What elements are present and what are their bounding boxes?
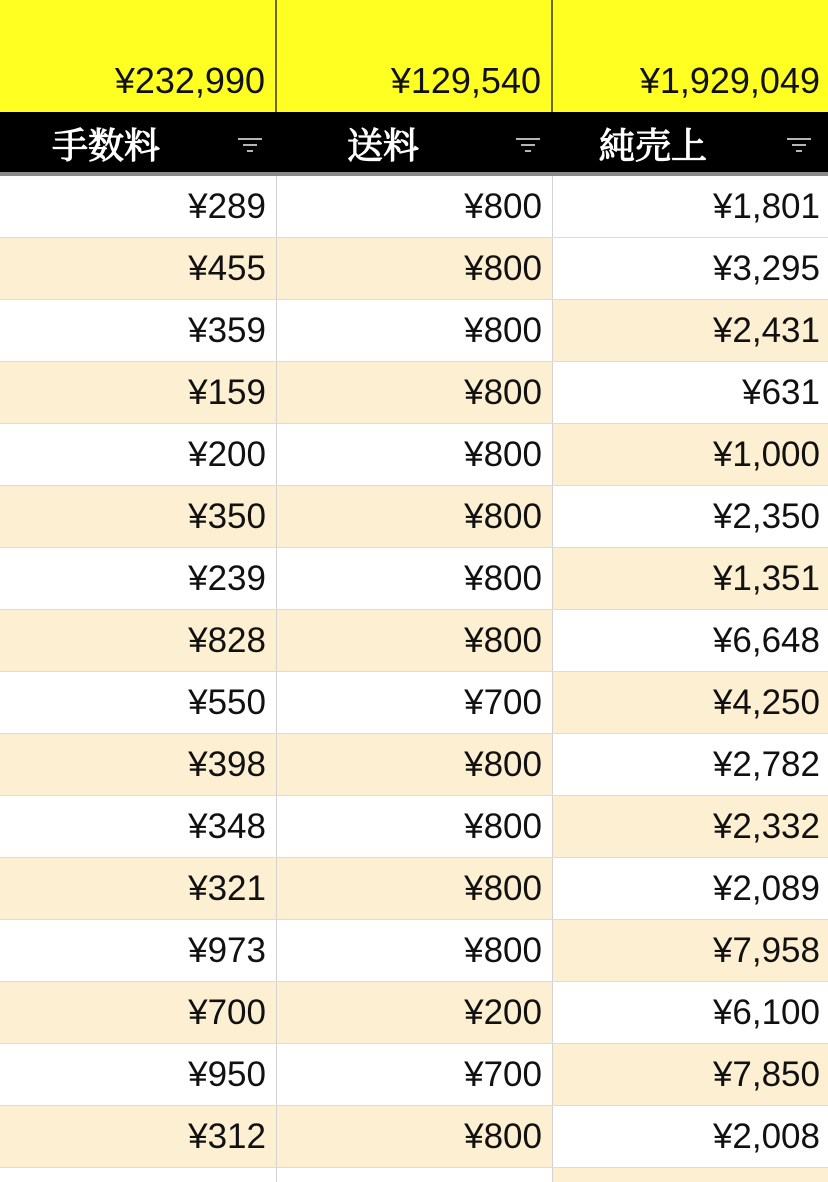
net-sales-cell[interactable]: ¥1,351 (553, 548, 828, 609)
fee-cell[interactable]: ¥398 (0, 734, 277, 795)
fee-cell[interactable]: ¥973 (0, 920, 277, 981)
table-row (0, 1168, 828, 1182)
table-row (0, 548, 828, 610)
shipping-cell[interactable]: ¥800 (277, 920, 553, 981)
fee-cell[interactable]: ¥350 (0, 486, 277, 547)
fee-cell[interactable]: ¥239 (0, 548, 277, 609)
table-row (0, 424, 828, 486)
total-net-sales-cell[interactable]: ¥1,929,049 (553, 0, 828, 112)
table-row (0, 486, 828, 548)
column-header-label: 送料 (347, 124, 420, 166)
fee-cell[interactable]: ¥700 (0, 982, 277, 1043)
fee-cell[interactable]: ¥321 (0, 858, 277, 919)
shipping-cell[interactable] (277, 1168, 553, 1182)
shipping-cell[interactable]: ¥700 (277, 672, 553, 733)
column-header-shipping[interactable] (277, 114, 553, 172)
table-row (0, 238, 828, 300)
net-sales-cell[interactable]: ¥2,332 (553, 796, 828, 857)
table-row (0, 176, 828, 238)
shipping-cell[interactable]: ¥800 (277, 1106, 553, 1167)
column-header-label: 純売上 (599, 124, 708, 166)
table-row (0, 362, 828, 424)
table-row (0, 672, 828, 734)
shipping-cell[interactable]: ¥200 (277, 982, 553, 1043)
shipping-cell[interactable]: ¥700 (277, 1044, 553, 1105)
table-row (0, 610, 828, 672)
totals-row (0, 0, 828, 114)
shipping-cell[interactable]: ¥800 (277, 300, 553, 361)
shipping-cell[interactable]: ¥800 (277, 796, 553, 857)
column-header-label: 手数料 (52, 124, 161, 166)
table-row (0, 300, 828, 362)
fee-cell[interactable]: ¥159 (0, 362, 277, 423)
net-sales-cell[interactable]: ¥4,250 (553, 672, 828, 733)
net-sales-cell[interactable]: ¥7,850 (553, 1044, 828, 1105)
fee-cell[interactable] (0, 1168, 277, 1182)
fee-cell[interactable]: ¥312 (0, 1106, 277, 1167)
fee-cell[interactable]: ¥359 (0, 300, 277, 361)
net-sales-cell[interactable]: ¥2,782 (553, 734, 828, 795)
shipping-cell[interactable]: ¥800 (277, 176, 553, 237)
column-header-net-sales[interactable] (553, 114, 828, 172)
total-shipping-cell[interactable]: ¥129,540 (277, 0, 553, 112)
table-row (0, 1044, 828, 1106)
fee-cell[interactable]: ¥289 (0, 176, 277, 237)
shipping-cell[interactable]: ¥800 (277, 548, 553, 609)
fee-cell[interactable]: ¥828 (0, 610, 277, 671)
fee-cell[interactable]: ¥200 (0, 424, 277, 485)
header-row (0, 114, 828, 176)
shipping-cell[interactable]: ¥800 (277, 734, 553, 795)
shipping-cell[interactable]: ¥800 (277, 858, 553, 919)
shipping-cell[interactable]: ¥800 (277, 610, 553, 671)
net-sales-cell[interactable]: ¥2,431 (553, 300, 828, 361)
column-header-fee[interactable] (0, 114, 277, 172)
net-sales-cell[interactable]: ¥631 (553, 362, 828, 423)
shipping-cell[interactable]: ¥800 (277, 424, 553, 485)
net-sales-cell[interactable] (553, 1168, 828, 1182)
net-sales-cell[interactable]: ¥1,000 (553, 424, 828, 485)
net-sales-cell[interactable]: ¥2,008 (553, 1106, 828, 1167)
fee-cell[interactable]: ¥950 (0, 1044, 277, 1105)
net-sales-cell[interactable]: ¥2,350 (553, 486, 828, 547)
table-row (0, 796, 828, 858)
table-row (0, 982, 828, 1044)
net-sales-cell[interactable]: ¥1,801 (553, 176, 828, 237)
table-row (0, 858, 828, 920)
filter-icon[interactable] (237, 138, 263, 154)
net-sales-cell[interactable]: ¥2,089 (553, 858, 828, 919)
table-row (0, 920, 828, 982)
filter-icon[interactable] (786, 138, 812, 154)
net-sales-cell[interactable]: ¥6,100 (553, 982, 828, 1043)
fee-cell[interactable]: ¥550 (0, 672, 277, 733)
net-sales-cell[interactable]: ¥3,295 (553, 238, 828, 299)
net-sales-cell[interactable]: ¥7,958 (553, 920, 828, 981)
total-fee-cell[interactable]: ¥232,990 (0, 0, 277, 112)
shipping-cell[interactable]: ¥800 (277, 486, 553, 547)
fee-cell[interactable]: ¥348 (0, 796, 277, 857)
shipping-cell[interactable]: ¥800 (277, 362, 553, 423)
filter-icon[interactable] (515, 138, 541, 154)
table-row (0, 1106, 828, 1168)
table-row (0, 734, 828, 796)
shipping-cell[interactable]: ¥800 (277, 238, 553, 299)
net-sales-cell[interactable]: ¥6,648 (553, 610, 828, 671)
fee-cell[interactable]: ¥455 (0, 238, 277, 299)
